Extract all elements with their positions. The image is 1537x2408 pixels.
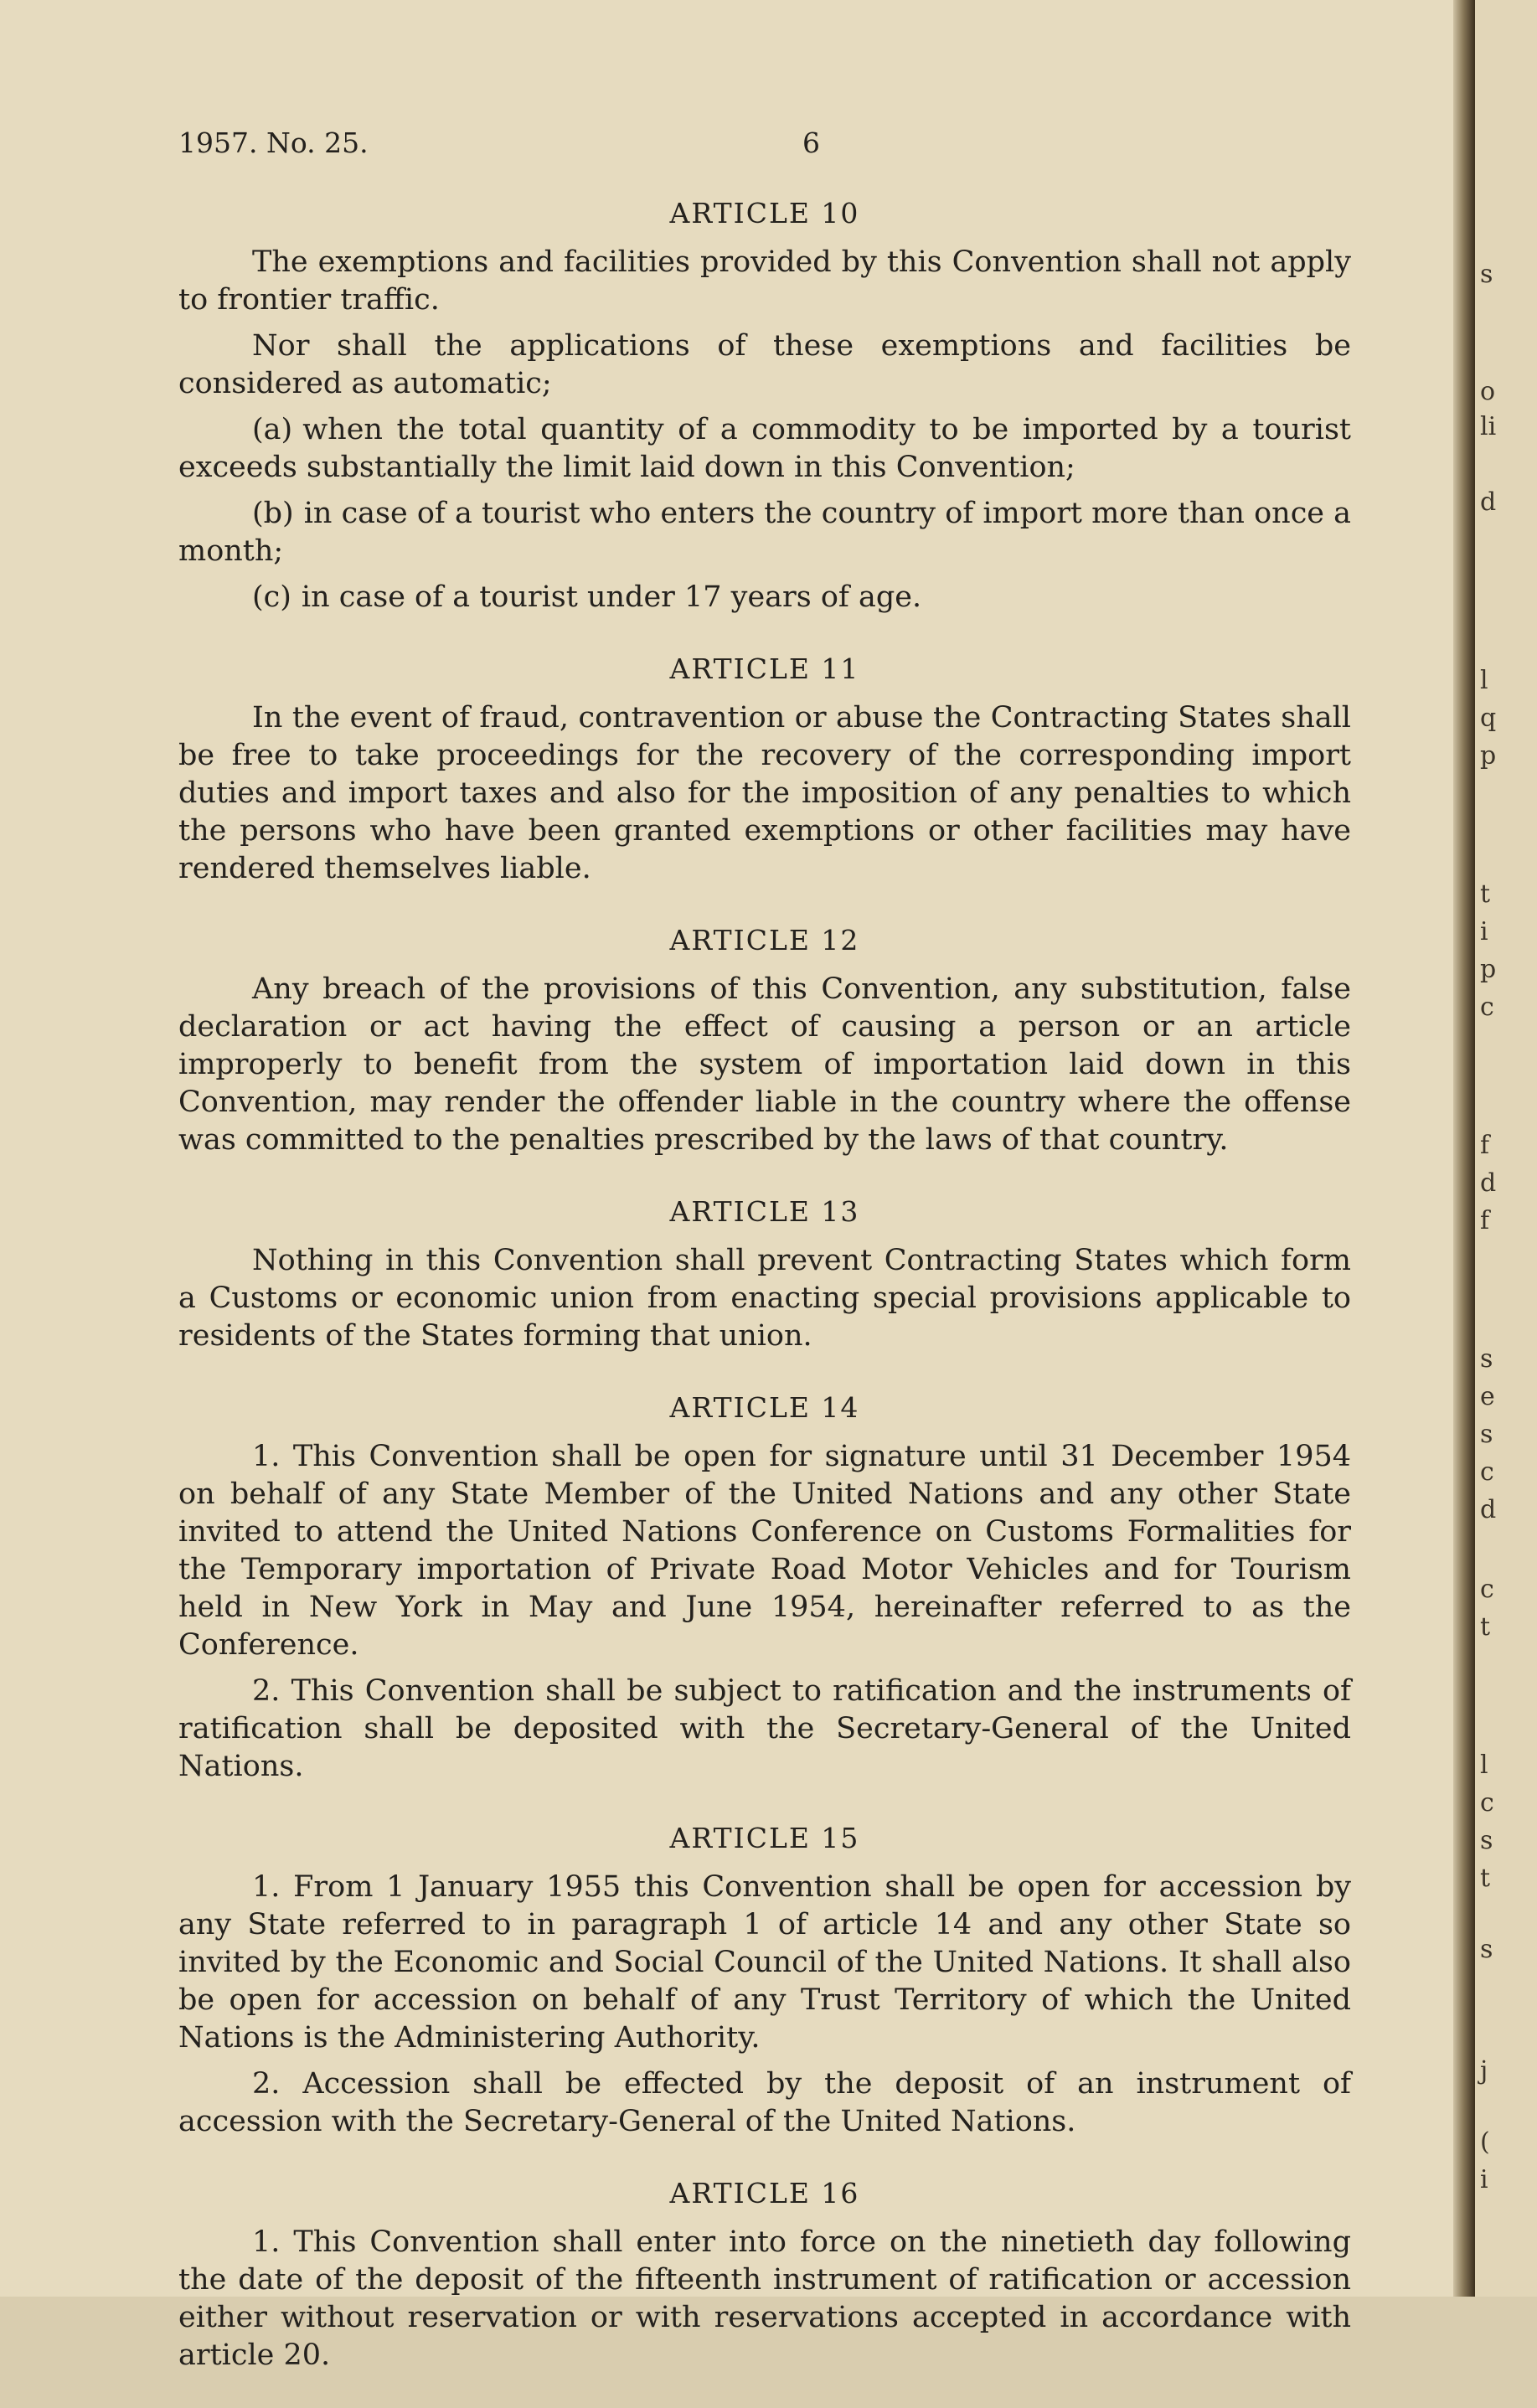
- article-paragraph: Nothing in this Convention shall prevent Contracting States which form a Customs or economic union from enacting special provisions applicable to residents of the States forming that union.: [178, 1244, 1351, 1353]
- running-head: [178, 124, 1351, 166]
- article-paragraph: Nor shall the applications of these exemptions and facilities be considered as automatic;: [178, 329, 1351, 400]
- adjacent-page-fragment: j: [1480, 2056, 1488, 2086]
- adjacent-page-fragment: p: [1480, 741, 1497, 771]
- adjacent-page-fragment: e: [1480, 1382, 1495, 1411]
- list-item: [178, 495, 1351, 570]
- adjacent-page-fragment: i: [1480, 2165, 1488, 2194]
- list-marker: (c): [252, 580, 291, 614]
- list-item-text: when the total quantity of a commodity to be imported by a tourist exceeds substantially the limit laid down in this Convention;: [178, 413, 1351, 484]
- book-gutter: [1453, 0, 1475, 2297]
- article-16: [178, 2174, 1351, 2374]
- adjacent-page-edge: [1475, 0, 1537, 2297]
- list-marker: (b): [252, 497, 294, 530]
- article-heading: ARTICLE 16: [669, 2177, 860, 2209]
- article-heading: ARTICLE 10: [669, 197, 860, 229]
- article-15: [178, 1819, 1351, 2141]
- article-heading: ARTICLE 11: [669, 652, 860, 685]
- adjacent-page-fragment: d: [1480, 1495, 1497, 1524]
- list-item: [178, 579, 1351, 616]
- article-heading: ARTICLE 15: [669, 1822, 860, 1854]
- adjacent-page-fragment: t: [1480, 879, 1491, 909]
- list-item: [178, 411, 1351, 487]
- adjacent-page-fragment: c: [1480, 993, 1494, 1022]
- list-item-text: in case of a tourist who enters the country of import more than once a month;: [178, 497, 1352, 568]
- statute-reference: 1957. No. 25.: [178, 126, 369, 159]
- adjacent-page-fragment: i: [1480, 917, 1488, 946]
- adjacent-page-fragment: l: [1480, 666, 1488, 695]
- article-paragraph: The exemptions and facilities provided by this Convention shall not apply to frontier traffic.: [178, 245, 1351, 317]
- article-paragraph: 1. This Convention shall enter into force on the ninetieth day following the date of the deposit of the fifteenth instrument of ratification or accession either without reservation or with reservations accepted in accordance with article 20.: [178, 2225, 1351, 2372]
- adjacent-page-fragment: l: [1480, 1751, 1488, 1780]
- list-marker: (a): [252, 413, 293, 446]
- adjacent-page-fragment: li: [1480, 412, 1497, 441]
- adjacent-page-fragment: f: [1480, 1206, 1490, 1235]
- adjacent-page-fragment: (: [1480, 2127, 1490, 2157]
- adjacent-page-fragment: d: [1480, 1168, 1497, 1198]
- article-10: [178, 194, 1351, 616]
- article-paragraph: In the event of fraud, contravention or abuse the Contracting States shall be free to take proceedings for the recovery of the corresponding import duties and import taxes and also for the imposition of any penalties to which the persons who have been granted exemptions or other facilities may have rendered themselves liable.: [178, 701, 1351, 885]
- adjacent-page-fragment: c: [1480, 1457, 1494, 1487]
- adjacent-page-fragment: t: [1480, 1612, 1491, 1642]
- adjacent-page-fragment: o: [1480, 377, 1496, 406]
- adjacent-page-fragment: p: [1480, 955, 1497, 984]
- adjacent-page-fragment: s: [1480, 1826, 1493, 1855]
- page-text: [178, 124, 1351, 2408]
- article-paragraph: 2. This Convention shall be subject to ratification and the instruments of ratification shall be deposited with the Secretary-General of the United Nations.: [178, 1674, 1351, 1783]
- article-14: [178, 1389, 1351, 1786]
- adjacent-page-fragment: s: [1480, 1935, 1493, 1964]
- adjacent-page-fragment: f: [1480, 1131, 1490, 1160]
- list-item-text: in case of a tourist under 17 years of age.: [301, 580, 922, 614]
- article-paragraph: 1. From 1 January 1955 this Convention shall be open for accession by any State referred to in paragraph 1 of article 14 and any other State so invited by the Economic and Social Council of the United Nations. It shall also be open for accession on behalf of any Trust Territory of which the United Nations is the Administering Authority.: [178, 1870, 1351, 2055]
- adjacent-page-fragment: c: [1480, 1788, 1494, 1818]
- article-12: [178, 921, 1351, 1159]
- adjacent-page-fragment: d: [1480, 487, 1497, 517]
- adjacent-page-fragment: t: [1480, 1864, 1491, 1893]
- adjacent-page-fragment: s: [1480, 1420, 1493, 1449]
- article-heading: ARTICLE 13: [669, 1195, 860, 1228]
- article-heading: ARTICLE 12: [669, 924, 860, 956]
- adjacent-page-fragment: c: [1480, 1575, 1494, 1604]
- article-13: [178, 1193, 1351, 1355]
- article-paragraph: 2. Accession shall be effected by the deposit of an instrument of accession with the Secretary-General of the United Nations.: [178, 2067, 1351, 2138]
- adjacent-page-fragment: q: [1480, 704, 1497, 733]
- article-11: [178, 650, 1351, 888]
- adjacent-page-fragment: s: [1480, 260, 1493, 289]
- article-paragraph: 1. This Convention shall be open for signature until 31 December 1954 on behalf of any State Member of the United Nations and any other State invited to attend the United Nations Conference on Customs Formalities for the Temporary importation of Private Road Motor Vehicles and for Tourism held in New York in May and June 1954, hereinafter referred to as the Conference.: [178, 1440, 1351, 1662]
- article-paragraph: Any breach of the provisions of this Convention, any substitution, false declaration or act having the effect of causing a person or an article improperly to benefit from the system of importation laid down in this Convention, may render the offender liable in the country where the offense was committed to the penalties prescribed by the laws of that country.: [178, 972, 1351, 1157]
- adjacent-page-fragment: s: [1480, 1344, 1493, 1374]
- page-number: 6: [802, 126, 820, 159]
- article-heading: ARTICLE 14: [669, 1391, 860, 1424]
